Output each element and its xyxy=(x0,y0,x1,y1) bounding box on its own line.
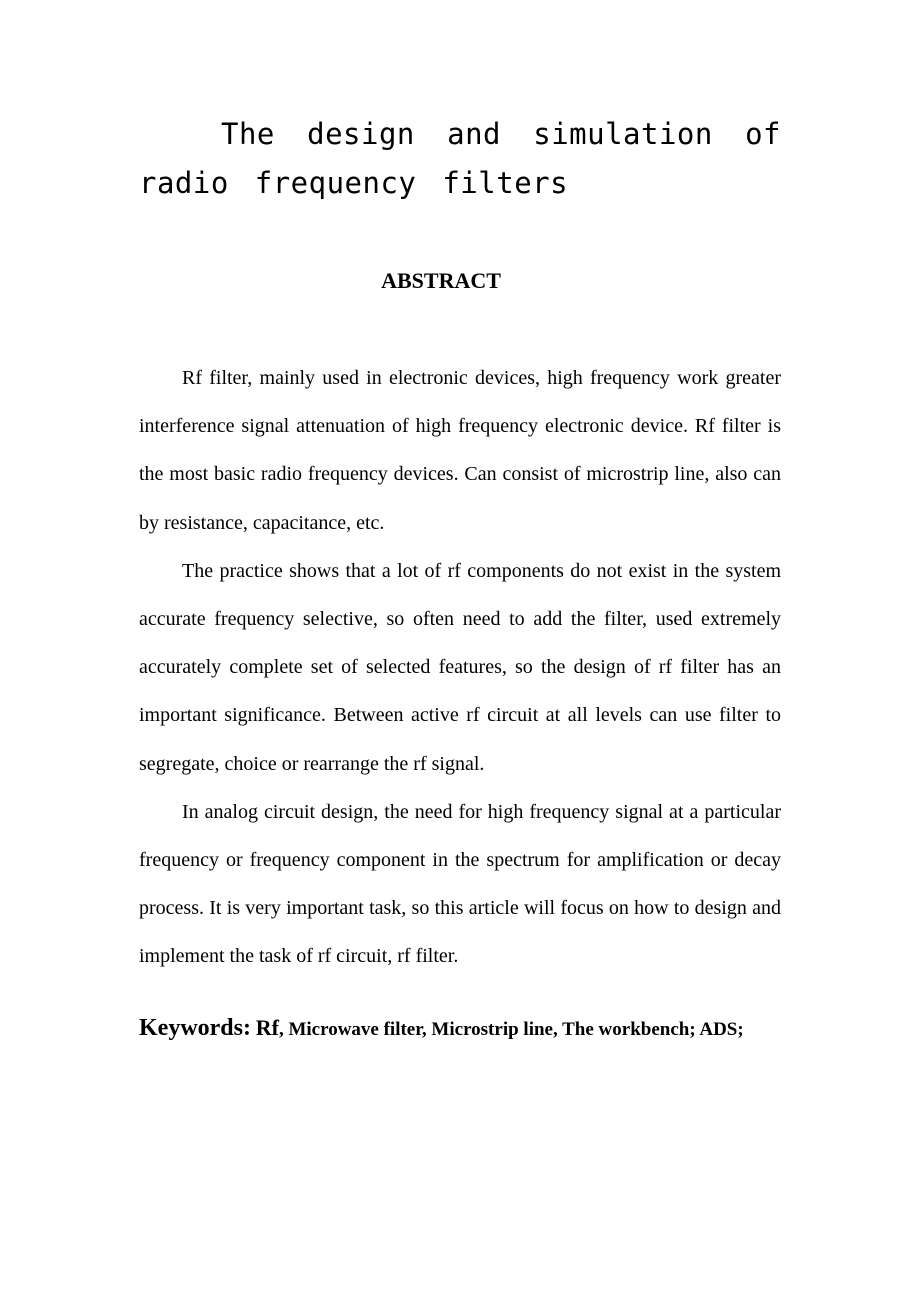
abstract-paragraph: Rf filter, mainly used in electronic devices, high frequency work greater interference signal attenuation of high frequency electronic device. Rf filter is the most basic radio frequency devices. Can consist of microstrip line, also can by resistance, capacitance, etc. xyxy=(139,367,781,534)
abstract-heading: ABSTRACT xyxy=(381,268,501,293)
abstract-body xyxy=(139,354,781,981)
document-title: The design and simulation of radio frequency filters xyxy=(139,117,781,200)
keywords-line xyxy=(139,1004,781,1054)
abstract-paragraph: In analog circuit design, the need for high frequency signal at a particular frequency or frequency component in the spectrum for amplification or decay process. It is very important task, so this article will focus on how to design and implement the task of rf circuit, rf filter. xyxy=(139,800,781,968)
keywords-label: Keywords: xyxy=(139,1015,251,1041)
keywords-list: , Microwave filter, Microstrip line, The workbench; ADS; xyxy=(278,1019,744,1040)
abstract-paragraph: The practice shows that a lot of rf components do not exist in the system accurate frequency selective, so often need to add the filter, used extremely accurately complete set of selected features, so the design of rf filter has an important significance. Between active rf circuit at all levels can use filter to segregate, choice or rearrange the rf signal. xyxy=(139,559,781,775)
keyword-first: Rf xyxy=(255,1015,279,1040)
